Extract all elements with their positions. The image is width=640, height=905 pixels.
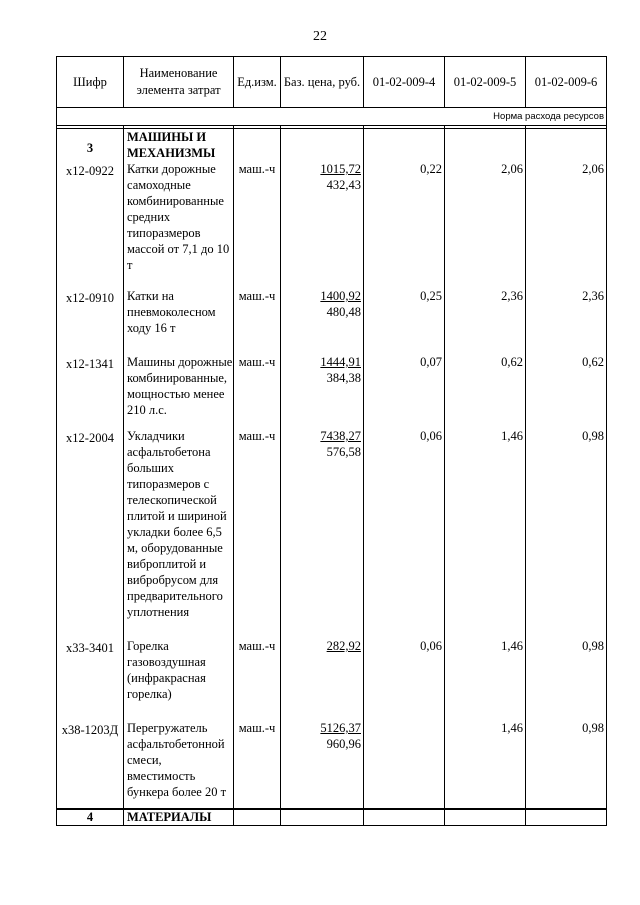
item-price-wage: 384,38 [326,371,361,385]
table-row [57,288,607,354]
item-code: х12-2004 [57,428,124,638]
item-name: Горелка газовоздушная (инфракрасная горелка) [124,638,234,720]
item-value-01-02-009-6: 2,36 [526,288,607,354]
col-header-01-02-009-6: 01-02-009-6 [526,57,607,108]
col-header-01-02-009-4: 01-02-009-4 [364,57,445,108]
section-row [57,129,607,162]
item-code: х33-3401 [57,638,124,720]
item-unit: маш.-ч [234,720,281,809]
item-name: Катки на пневмоколесном ходу 16 т [124,288,234,354]
section-row [57,809,607,826]
norm-label: Норма расхода ресурсов [57,108,607,126]
item-value-01-02-009-5: 1,46 [445,638,526,720]
item-value-01-02-009-5: 2,36 [445,288,526,354]
item-unit: маш.-ч [234,288,281,354]
item-price [281,288,364,354]
item-unit: маш.-ч [234,638,281,720]
item-value-01-02-009-4: 0,22 [364,161,445,288]
item-price-wage: 480,48 [326,305,361,319]
item-price [281,428,364,638]
table-row [57,161,607,288]
item-value-01-02-009-6: 0,62 [526,354,607,428]
item-value-01-02-009-4 [364,720,445,809]
col-header-unit: Ед.изм. [234,57,281,108]
item-price-total: 5126,37 [320,721,361,735]
section-code: 4 [57,809,124,826]
item-value-01-02-009-5: 2,06 [445,161,526,288]
item-value-01-02-009-5: 1,46 [445,720,526,809]
item-unit: маш.-ч [234,161,281,288]
item-unit: маш.-ч [234,354,281,428]
item-name: Машины дорожные комбинированные, мощностью менее 210 л.с. [124,354,234,428]
item-value-01-02-009-6: 0,98 [526,428,607,638]
item-unit: маш.-ч [234,428,281,638]
item-price-total: 1015,72 [320,162,361,176]
item-name: Перегружатель асфальтобетонной смеси, вместимость бункера более 20 т [124,720,234,809]
item-name: Катки дорожные самоходные комбинированные средних типоразмеров массой от 7,1 до 10 т [124,161,234,288]
section-title: МАТЕРИАЛЫ [124,809,234,826]
section-code: 3 [57,129,124,162]
item-value-01-02-009-5: 0,62 [445,354,526,428]
item-price [281,161,364,288]
section-title: МАШИНЫ И МЕХАНИЗМЫ [124,129,234,162]
col-header-price: Баз. цена, руб. [281,57,364,108]
item-value-01-02-009-6: 0,98 [526,720,607,809]
item-value-01-02-009-4: 0,06 [364,428,445,638]
item-code: х12-0922 [57,161,124,288]
page-number: 22 [313,29,327,44]
item-name: Укладчики асфальтобетона больших типоразмеров с телескопической плитой и шириной укладки более 6,5 м, оборудованные виброплитой и вибробрусом для предварительного уплотнения [124,428,234,638]
item-price-total: 282,92 [326,639,361,653]
item-price [281,354,364,428]
table-row [57,720,607,809]
norm-row [57,108,607,126]
item-value-01-02-009-6: 0,98 [526,638,607,720]
item-price-wage: 432,43 [326,178,361,192]
item-price-total: 1444,91 [320,355,361,369]
item-code: х12-1341 [57,354,124,428]
table-row [57,354,607,428]
item-price-wage: 576,58 [326,445,361,459]
item-code: х12-0910 [57,288,124,354]
item-value-01-02-009-5: 1,46 [445,428,526,638]
item-code: х38-1203Д [57,720,124,809]
table-row [57,428,607,638]
col-header-name: Наименование элемента затрат [124,57,234,108]
resource-table [56,56,607,826]
col-header-01-02-009-5: 01-02-009-5 [445,57,526,108]
header-row [57,57,607,108]
item-value-01-02-009-4: 0,25 [364,288,445,354]
item-price-total: 7438,27 [320,429,361,443]
col-header-code: Шифр [57,57,124,108]
item-price [281,720,364,809]
item-value-01-02-009-4: 0,07 [364,354,445,428]
item-value-01-02-009-6: 2,06 [526,161,607,288]
item-price [281,638,364,720]
table-row [57,638,607,720]
item-price-total: 1400,92 [320,289,361,303]
item-value-01-02-009-4: 0,06 [364,638,445,720]
item-price-wage: 960,96 [326,737,361,751]
